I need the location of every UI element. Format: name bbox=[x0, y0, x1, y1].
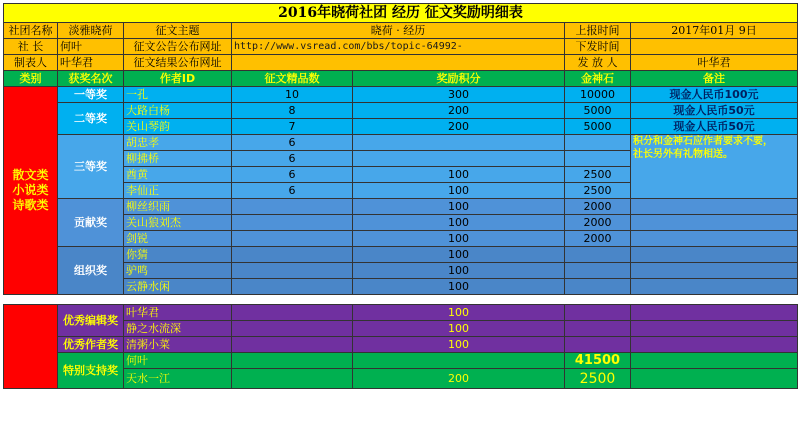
note-cell bbox=[631, 215, 798, 231]
points-cell: 100 bbox=[353, 263, 565, 279]
stone-cell bbox=[565, 151, 631, 167]
note-cell bbox=[631, 353, 798, 369]
note-cell: 现金人民币100元 bbox=[631, 87, 798, 103]
author-id: 天水一江 bbox=[124, 369, 232, 389]
rank-second: 二等奖 bbox=[58, 103, 124, 135]
author-id: 何叶 bbox=[124, 353, 232, 369]
award-table bbox=[3, 3, 798, 389]
author-id: 柳丝织雨 bbox=[124, 199, 232, 215]
author-id: 一孔 bbox=[124, 87, 232, 103]
maker-label: 制表人 bbox=[4, 55, 58, 71]
count-cell: 7 bbox=[232, 119, 353, 135]
count-cell bbox=[232, 263, 353, 279]
count-cell bbox=[232, 231, 353, 247]
report-value: 2017年01月 9日 bbox=[631, 23, 798, 39]
gap-cell bbox=[4, 295, 798, 305]
author-id: 驴鸣 bbox=[124, 263, 232, 279]
note-cell bbox=[631, 337, 798, 353]
note-cell bbox=[631, 321, 798, 337]
points-cell: 200 bbox=[353, 369, 565, 389]
points-cell: 100 bbox=[353, 337, 565, 353]
maker-value: 叶华君 bbox=[58, 55, 124, 71]
note-cell bbox=[631, 369, 798, 389]
table-row bbox=[4, 353, 798, 369]
points-cell: 200 bbox=[353, 119, 565, 135]
table-row bbox=[4, 263, 798, 279]
report-label: 上报时间 bbox=[565, 23, 631, 39]
author-id: 清粥小菜 bbox=[124, 337, 232, 353]
stone-cell: 2500 bbox=[565, 167, 631, 183]
title-row bbox=[4, 4, 798, 23]
col-count: 征文精品数 bbox=[232, 71, 353, 87]
points-cell bbox=[353, 151, 565, 167]
points-cell: 100 bbox=[353, 183, 565, 199]
distributor-value: 叶华君 bbox=[631, 55, 798, 71]
org-value: 淡雅晓荷 bbox=[58, 23, 124, 39]
col-points: 奖励积分 bbox=[353, 71, 565, 87]
count-cell bbox=[232, 279, 353, 295]
rank-support: 特别支持奖 bbox=[58, 353, 124, 389]
rank-editor: 优秀编辑奖 bbox=[58, 305, 124, 337]
author-id: 叶华君 bbox=[124, 305, 232, 321]
stone-cell bbox=[565, 263, 631, 279]
author-id: 云静水闲 bbox=[124, 279, 232, 295]
topic-label: 征文主题 bbox=[124, 23, 232, 39]
stone-cell bbox=[565, 247, 631, 263]
stone-cell: 5000 bbox=[565, 103, 631, 119]
note-cell: 现金人民币50元 bbox=[631, 119, 798, 135]
rank-contribution: 贡献奖 bbox=[58, 199, 124, 247]
count-cell bbox=[232, 215, 353, 231]
note-cell: 现金人民币50元 bbox=[631, 103, 798, 119]
table-row bbox=[4, 305, 798, 321]
notice-url[interactable]: http://www.vsread.com/bbs/topic-64992- bbox=[232, 39, 565, 55]
issue-value bbox=[631, 39, 798, 55]
note-cell bbox=[631, 247, 798, 263]
author-id: 静之水流深 bbox=[124, 321, 232, 337]
author-id: 你猜 bbox=[124, 247, 232, 263]
count-cell: 8 bbox=[232, 103, 353, 119]
author-id: 李仙正 bbox=[124, 183, 232, 199]
stone-cell: 2500 bbox=[565, 369, 631, 389]
info-row-2 bbox=[4, 39, 798, 55]
count-cell: 6 bbox=[232, 151, 353, 167]
note-cell bbox=[631, 279, 798, 295]
stone-cell bbox=[565, 337, 631, 353]
author-id: 酋黄 bbox=[124, 167, 232, 183]
points-cell: 300 bbox=[353, 87, 565, 103]
stone-cell bbox=[565, 305, 631, 321]
category-cell: 散文类 小说类 诗歌类 bbox=[4, 87, 58, 295]
author-id: 关山琴韵 bbox=[124, 119, 232, 135]
stone-cell bbox=[565, 135, 631, 151]
page-title: 2016年晓荷社团 经历 征文奖励明细表 bbox=[4, 4, 798, 23]
stone-cell bbox=[565, 279, 631, 295]
third-prize-note: 积分和金神石应作者要求不要， 社长另外有礼物相送。 bbox=[631, 135, 798, 199]
note-cell bbox=[631, 199, 798, 215]
count-cell: 6 bbox=[232, 183, 353, 199]
info-row-3 bbox=[4, 55, 798, 71]
table-row bbox=[4, 321, 798, 337]
note-cell bbox=[631, 231, 798, 247]
org-label: 社团名称 bbox=[4, 23, 58, 39]
points-cell: 100 bbox=[353, 279, 565, 295]
count-cell: 10 bbox=[232, 87, 353, 103]
author-id: 关山狼刘杰 bbox=[124, 215, 232, 231]
table-row bbox=[4, 135, 798, 151]
count-cell: 6 bbox=[232, 167, 353, 183]
stone-cell: 41500 bbox=[565, 353, 631, 369]
author-id: 柳拂桥 bbox=[124, 151, 232, 167]
table-row bbox=[4, 247, 798, 263]
author-id: 剑锐 bbox=[124, 231, 232, 247]
result-url bbox=[232, 55, 565, 71]
notice-label: 征文公告公布网址 bbox=[124, 39, 232, 55]
count-cell bbox=[232, 353, 353, 369]
count-cell bbox=[232, 337, 353, 353]
points-cell bbox=[353, 353, 565, 369]
column-header-row bbox=[4, 71, 798, 87]
points-cell: 100 bbox=[353, 167, 565, 183]
col-category: 类别 bbox=[4, 71, 58, 87]
count-cell bbox=[232, 369, 353, 389]
points-cell: 100 bbox=[353, 231, 565, 247]
count-cell bbox=[232, 321, 353, 337]
leader-value: 何叶 bbox=[58, 39, 124, 55]
rank-organization: 组织奖 bbox=[58, 247, 124, 295]
author-id: 胡忠孝 bbox=[124, 135, 232, 151]
count-cell: 6 bbox=[232, 135, 353, 151]
rank-author: 优秀作者奖 bbox=[58, 337, 124, 353]
section-gap bbox=[4, 295, 798, 305]
table-row bbox=[4, 119, 798, 135]
points-cell bbox=[353, 135, 565, 151]
leader-label: 社 长 bbox=[4, 39, 58, 55]
table-row bbox=[4, 103, 798, 119]
points-cell: 100 bbox=[353, 199, 565, 215]
stone-cell: 2500 bbox=[565, 183, 631, 199]
stone-cell: 10000 bbox=[565, 87, 631, 103]
topic-value: 晓荷 · 经历 bbox=[232, 23, 565, 39]
count-cell bbox=[232, 305, 353, 321]
stone-cell: 5000 bbox=[565, 119, 631, 135]
author-id: 大路白杨 bbox=[124, 103, 232, 119]
points-cell: 100 bbox=[353, 247, 565, 263]
table-row bbox=[4, 231, 798, 247]
points-cell: 200 bbox=[353, 103, 565, 119]
points-cell: 100 bbox=[353, 321, 565, 337]
table-row bbox=[4, 279, 798, 295]
points-cell: 100 bbox=[353, 215, 565, 231]
table-row bbox=[4, 199, 798, 215]
result-label: 征文结果公布网址 bbox=[124, 55, 232, 71]
table-row bbox=[4, 87, 798, 103]
distributor-label: 发 放 人 bbox=[565, 55, 631, 71]
col-stone: 金神石 bbox=[565, 71, 631, 87]
col-rank: 获奖名次 bbox=[58, 71, 124, 87]
stone-cell: 2000 bbox=[565, 231, 631, 247]
stone-cell: 2000 bbox=[565, 199, 631, 215]
stone-cell: 2000 bbox=[565, 215, 631, 231]
col-note: 备注 bbox=[631, 71, 798, 87]
note-cell bbox=[631, 305, 798, 321]
info-row-1 bbox=[4, 23, 798, 39]
note-cell bbox=[631, 263, 798, 279]
points-cell: 100 bbox=[353, 305, 565, 321]
count-cell bbox=[232, 199, 353, 215]
rank-third: 三等奖 bbox=[58, 135, 124, 199]
category-cell-bottom bbox=[4, 305, 58, 389]
table-row bbox=[4, 369, 798, 389]
table-row bbox=[4, 215, 798, 231]
issue-label: 下发时间 bbox=[565, 39, 631, 55]
count-cell bbox=[232, 247, 353, 263]
stone-cell bbox=[565, 321, 631, 337]
table-row bbox=[4, 337, 798, 353]
col-author-id: 作者ID bbox=[124, 71, 232, 87]
rank-first: 一等奖 bbox=[58, 87, 124, 103]
